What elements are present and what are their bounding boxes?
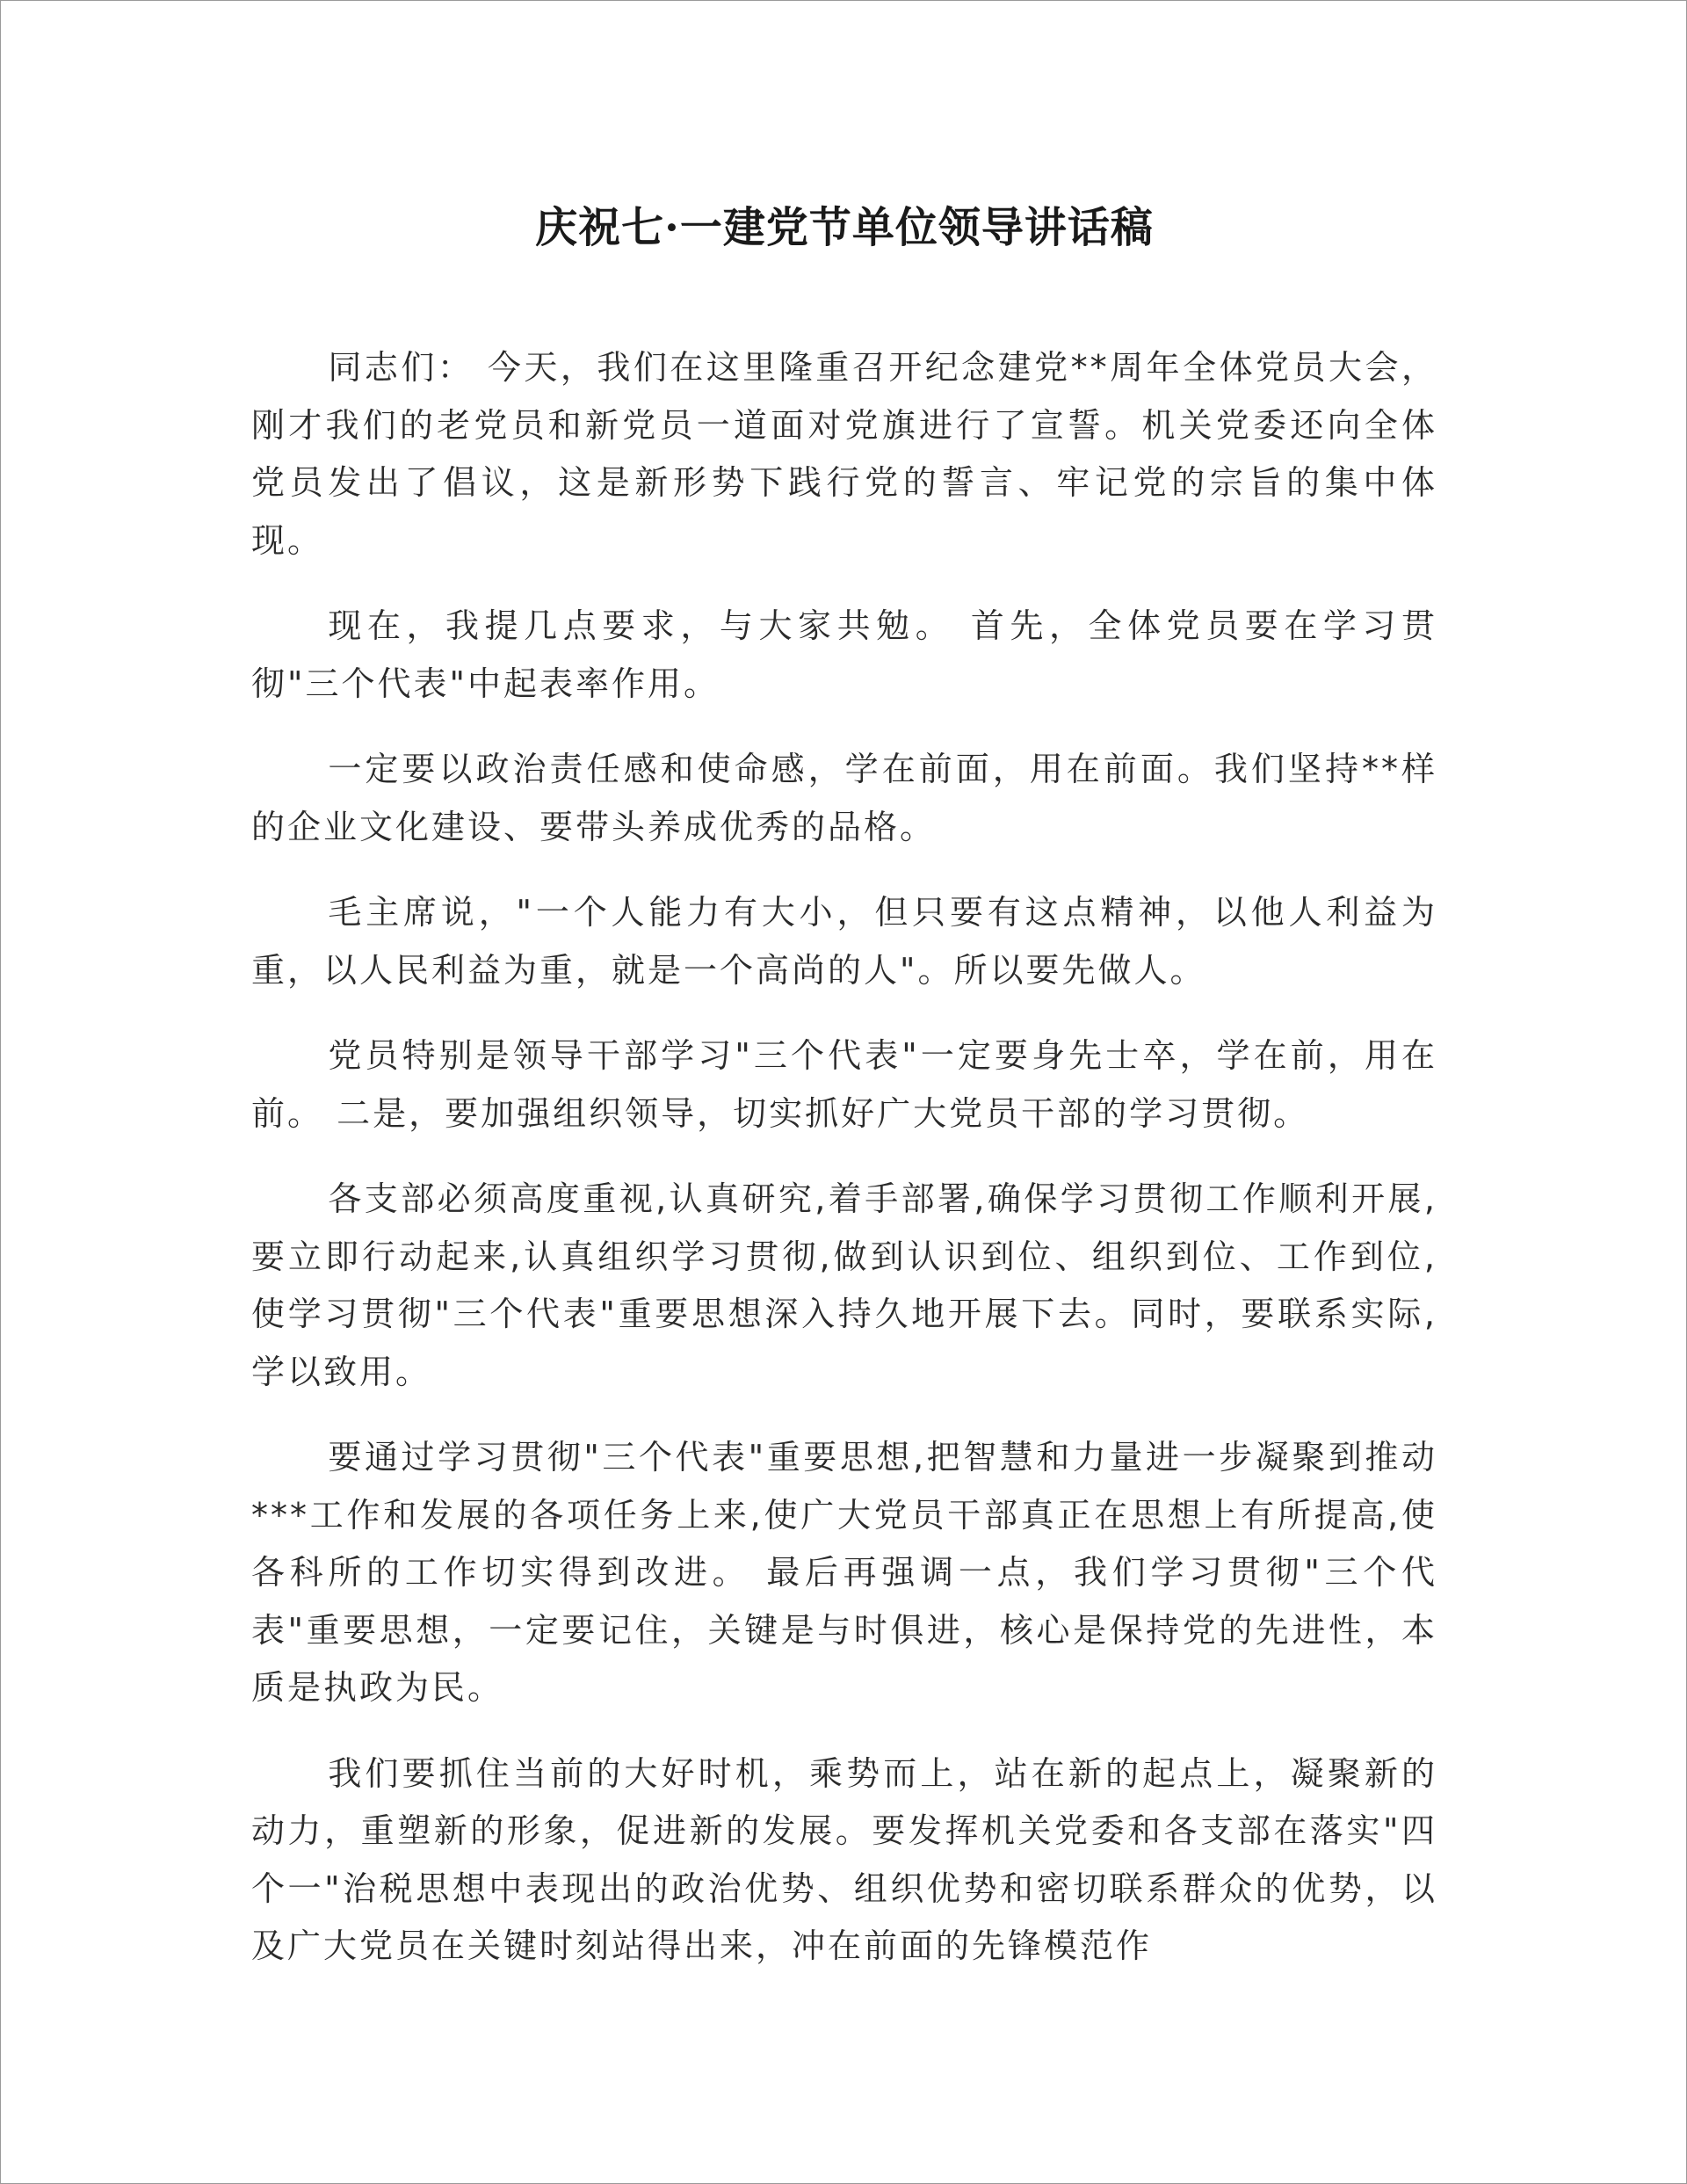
document-body	[251, 339, 1437, 2004]
paragraph: 要通过学习贯彻"三个代表"重要思想,把智慧和力量进一步凝聚到推动***工作和发展的各项任务上来,使广大党员干部真正在思想上有所提高,使各科所的工作切实得到改进。 最后再强调一点，我们学习贯彻"三个代表"重要思想，一定要记住，关键是与时俱进，核心是保持党的先进性，本质是执政为民。	[251, 1438, 1437, 1707]
paragraph: 我们要抓住当前的大好时机，乘势而上，站在新的起点上，凝聚新的动力，重塑新的形象，促进新的发展。要发挥机关党委和各支部在落实"四个一"治税思想中表现出的政治优势、组织优势和密切联系群众的优势，以及广大党员在关键时刻站得出来，冲在前面的先锋模范作	[251, 1753, 1437, 1965]
paragraph: 党员特别是领导干部学习"三个代表"一定要身先士卒，学在前，用在前。 二是，要加强组织领导，切实抓好广大党员干部的学习贯彻。	[251, 1036, 1437, 1133]
paragraph: 一定要以政治责任感和使命感，学在前面，用在前面。我们坚持**样的企业文化建设、要带头养成优秀的品格。	[251, 750, 1437, 846]
paragraph: 各支部必须高度重视,认真研究,着手部署,确保学习贯彻工作顺利开展,要立即行动起来,认真组织学习贯彻,做到认识到位、组织到位、工作到位,使学习贯彻"三个代表"重要思想深入持久地开展下去。同时，要联系实际,学以致用。	[251, 1179, 1437, 1391]
document-title: 庆祝七·一建党节单位领导讲话稿	[535, 203, 1154, 252]
paragraph: 现在，我提几点要求，与大家共勉。 首先，全体党员要在学习贯彻"三个代表"中起表率作用。	[251, 606, 1437, 703]
paragraph: 同志们： 今天，我们在这里隆重召开纪念建党**周年全体党员大会，刚才我们的老党员和新党员一道面对党旗进行了宣誓。机关党委还向全体党员发出了倡议，这是新形势下践行党的誓言、牢记党的宗旨的集中体现。	[251, 348, 1437, 560]
paragraph: 毛主席说，"一个人能力有大小，但只要有这点精神，以他人利益为重，以人民利益为重，就是一个高尚的人"。所以要先做人。	[251, 893, 1437, 990]
